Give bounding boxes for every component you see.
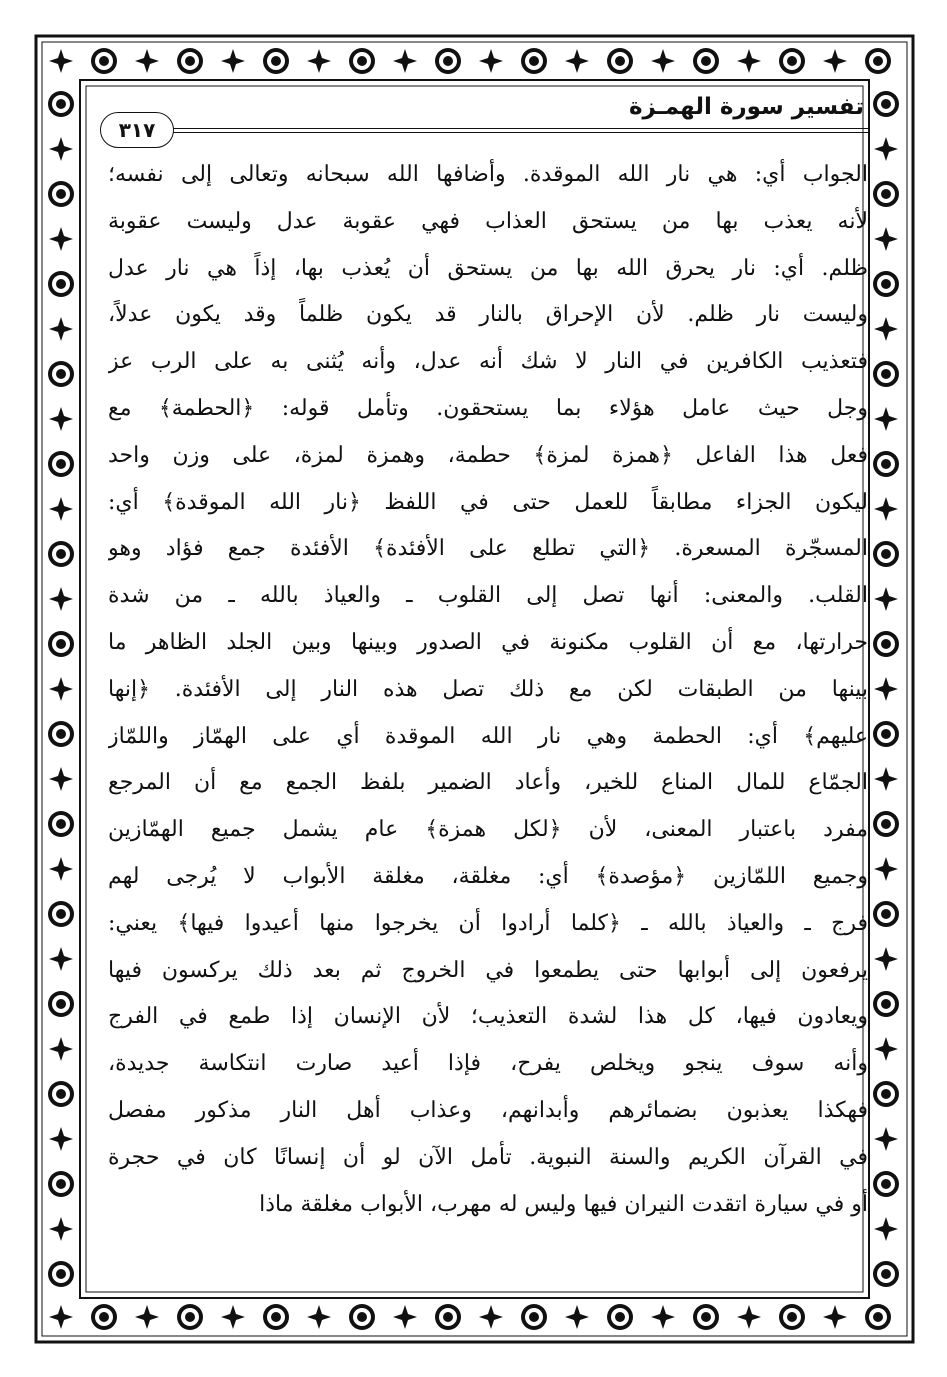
star-ornament-icon xyxy=(565,1305,589,1329)
ring-ornament-icon xyxy=(873,811,899,837)
text-line: وجل حيث عامل هؤلاء بما يستحقون. وتأمل قوله: ﴿الحطمة﴾ مع xyxy=(108,395,868,421)
star-ornament-icon xyxy=(49,1305,73,1329)
ring-ornament-icon xyxy=(873,1081,899,1107)
ring-ornament-icon xyxy=(779,48,805,74)
page-number: ٣١٧ xyxy=(100,112,174,148)
text-line: فتعذيب الكافرين في النار لا شك أنه عدل، وأنه يُثنى به على الرب عز xyxy=(108,349,868,375)
star-ornament-icon xyxy=(874,497,898,521)
star-ornament-icon xyxy=(565,49,589,73)
ring-ornament-icon xyxy=(607,48,633,74)
text-line: الجمّاع للمال المناع للخير، وأعاد الضمير بلفظ الجمع مع أن المرجع xyxy=(108,770,868,796)
text-line: فعل هذا الفاعل ﴿همزة لمزة﴾ حطمة، وهمزة لمزة، على وزن واحد xyxy=(108,442,868,468)
ring-ornament-icon xyxy=(349,1304,375,1330)
ring-ornament-icon xyxy=(435,1304,461,1330)
text-line: فرج ـ والعياذ بالله ـ ﴿كلما أرادوا أن يخرجوا منها أعيدوا فيها﴾ يعني: xyxy=(108,910,868,936)
ring-ornament-icon xyxy=(873,631,899,657)
ring-ornament-icon xyxy=(48,631,74,657)
text-line: وأنه سوف ينجو ويخلص يفرح، فإذا أعيد صارت انتكاسة جديدة، xyxy=(108,1051,868,1077)
star-ornament-icon xyxy=(479,1305,503,1329)
star-ornament-icon xyxy=(874,947,898,971)
ring-ornament-icon xyxy=(177,1304,203,1330)
star-ornament-icon xyxy=(49,317,73,341)
text-line: ويعادون فيها، كل هذا لشدة التعذيب؛ لأن الإنسان إذا طمع في الفرج xyxy=(108,1004,868,1030)
ring-ornament-icon xyxy=(48,271,74,297)
ring-ornament-icon xyxy=(865,48,891,74)
ring-ornament-icon xyxy=(48,721,74,747)
star-ornament-icon xyxy=(49,407,73,431)
ring-ornament-icon xyxy=(521,48,547,74)
ring-ornament-icon xyxy=(521,1304,547,1330)
ring-ornament-icon xyxy=(48,181,74,207)
ring-ornament-icon xyxy=(873,451,899,477)
text-line: بينها من الطبقات لكن مع ذلك تصل هذه النار إلى الأفئدة. ﴿إنها xyxy=(108,676,868,702)
star-ornament-icon xyxy=(874,317,898,341)
ring-ornament-icon xyxy=(48,91,74,117)
header-rule-thin xyxy=(170,132,868,133)
ring-ornament-icon xyxy=(873,91,899,117)
star-ornament-icon xyxy=(221,49,245,73)
ring-ornament-icon xyxy=(48,451,74,477)
ring-ornament-icon xyxy=(873,1171,899,1197)
ring-ornament-icon xyxy=(263,1304,289,1330)
ring-ornament-icon xyxy=(693,48,719,74)
ring-ornament-icon xyxy=(349,48,375,74)
star-ornament-icon xyxy=(49,497,73,521)
text-line: وجميع اللمّازين ﴿مؤصدة﴾ أي: مغلقة، مغلقة الأبواب لا يُرجى لهم xyxy=(108,863,868,889)
ring-ornament-icon xyxy=(48,1081,74,1107)
star-ornament-icon xyxy=(49,227,73,251)
ring-ornament-icon xyxy=(865,1304,891,1330)
text-line: وليست نار ظلم. لأن الإحراق بالنار قد يكون ظلماً وقد يكون عدلاً، xyxy=(108,302,868,328)
star-ornament-icon xyxy=(737,1305,761,1329)
ring-ornament-icon xyxy=(177,48,203,74)
star-ornament-icon xyxy=(874,407,898,431)
star-ornament-icon xyxy=(49,1037,73,1061)
star-ornament-icon xyxy=(49,1217,73,1241)
ring-ornament-icon xyxy=(693,1304,719,1330)
star-ornament-icon xyxy=(651,49,675,73)
star-ornament-icon xyxy=(393,1305,417,1329)
text-line: حرارتها، مع أن القلوب مكنونة في الصدور وبينها وبين الجلد الظاهر ما xyxy=(108,629,868,655)
text-line: عليهم﴾ أي: الحطمة وهي نار الله الموقدة أي على الهمّاز واللمّاز xyxy=(108,723,868,749)
star-ornament-icon xyxy=(49,947,73,971)
ring-ornament-icon xyxy=(873,181,899,207)
ring-ornament-icon xyxy=(435,48,461,74)
text-line: ظلم. أي: نار يحرق الله بها من يستحق أن يُعذب بها، إذاً هي نار عدل xyxy=(108,255,868,281)
text-line: فهكذا يعذبون بضمائرهم وأبدانهم، وعذاب أهل النار مذكور مفصل xyxy=(108,1097,868,1123)
ring-ornament-icon xyxy=(48,541,74,567)
ring-ornament-icon xyxy=(48,811,74,837)
text-line: أو في سيارة اتقدت النيران فيها وليس له مهرب، الأبواب مغلقة ماذا xyxy=(259,1191,868,1217)
ring-ornament-icon xyxy=(48,361,74,387)
star-ornament-icon xyxy=(737,49,761,73)
star-ornament-icon xyxy=(49,857,73,881)
star-ornament-icon xyxy=(874,137,898,161)
ring-ornament-icon xyxy=(873,541,899,567)
ring-ornament-icon xyxy=(873,721,899,747)
ring-ornament-icon xyxy=(873,991,899,1017)
star-ornament-icon xyxy=(49,587,73,611)
star-ornament-icon xyxy=(874,1217,898,1241)
ring-ornament-icon xyxy=(48,991,74,1017)
text-line: في القرآن الكريم والسنة النبوية. تأمل الآن لو أن إنسانًا كان في حجرة xyxy=(108,1144,868,1170)
star-ornament-icon xyxy=(49,677,73,701)
star-ornament-icon xyxy=(307,49,331,73)
star-ornament-icon xyxy=(874,227,898,251)
ring-ornament-icon xyxy=(48,901,74,927)
ring-ornament-icon xyxy=(873,361,899,387)
star-ornament-icon xyxy=(135,1305,159,1329)
star-ornament-icon xyxy=(49,137,73,161)
text-line: المسجّرة المسعرة. ﴿التي تطلع على الأفئدة﴾ الأفئدة جمع فؤاد وهو xyxy=(108,536,868,562)
star-ornament-icon xyxy=(49,1127,73,1151)
star-ornament-icon xyxy=(874,677,898,701)
text-line: مفرد باعتبار المعنى، لأن ﴿لكل همزة﴾ عام يشمل جميع الهمّازين xyxy=(108,817,868,843)
running-title: تفسير سورة الهمـزة xyxy=(628,94,864,120)
ring-ornament-icon xyxy=(779,1304,805,1330)
star-ornament-icon xyxy=(874,1127,898,1151)
ring-ornament-icon xyxy=(873,901,899,927)
text-line: لأنه يعذب بها من يستحق العذاب فهي عقوبة عدل وليست عقوبة xyxy=(108,208,868,234)
star-ornament-icon xyxy=(49,767,73,791)
page-header xyxy=(100,92,868,142)
header-rule xyxy=(170,128,868,129)
star-ornament-icon xyxy=(874,857,898,881)
ring-ornament-icon xyxy=(607,1304,633,1330)
star-ornament-icon xyxy=(307,1305,331,1329)
star-ornament-icon xyxy=(221,1305,245,1329)
ring-ornament-icon xyxy=(873,1261,899,1287)
star-ornament-icon xyxy=(651,1305,675,1329)
text-line: ليكون الجزاء مطابقاً للعمل حتى في اللفظ ﴿نار الله الموقدة﴾ أي: xyxy=(108,489,868,515)
star-ornament-icon xyxy=(823,1305,847,1329)
body-text xyxy=(108,152,868,1228)
ring-ornament-icon xyxy=(48,1171,74,1197)
star-ornament-icon xyxy=(823,49,847,73)
star-ornament-icon xyxy=(874,767,898,791)
ring-ornament-icon xyxy=(91,48,117,74)
text-line: القلب. والمعنى: أنها تصل إلى القلوب ـ والعياذ بالله ـ من شدة xyxy=(108,583,868,609)
star-ornament-icon xyxy=(874,1037,898,1061)
ring-ornament-icon xyxy=(873,271,899,297)
ring-ornament-icon xyxy=(263,48,289,74)
text-line: يرفعون إلى أبوابها حتى يطمعوا في الخروج ثم بعد ذلك يركسون فيها xyxy=(108,957,868,983)
ring-ornament-icon xyxy=(91,1304,117,1330)
ring-ornament-icon xyxy=(48,1261,74,1287)
star-ornament-icon xyxy=(393,49,417,73)
star-ornament-icon xyxy=(479,49,503,73)
text-line: الجواب أي: هي نار الله الموقدة. وأضافها الله سبحانه وتعالى إلى نفسه؛ xyxy=(108,162,868,187)
star-ornament-icon xyxy=(135,49,159,73)
star-ornament-icon xyxy=(49,49,73,73)
star-ornament-icon xyxy=(874,587,898,611)
